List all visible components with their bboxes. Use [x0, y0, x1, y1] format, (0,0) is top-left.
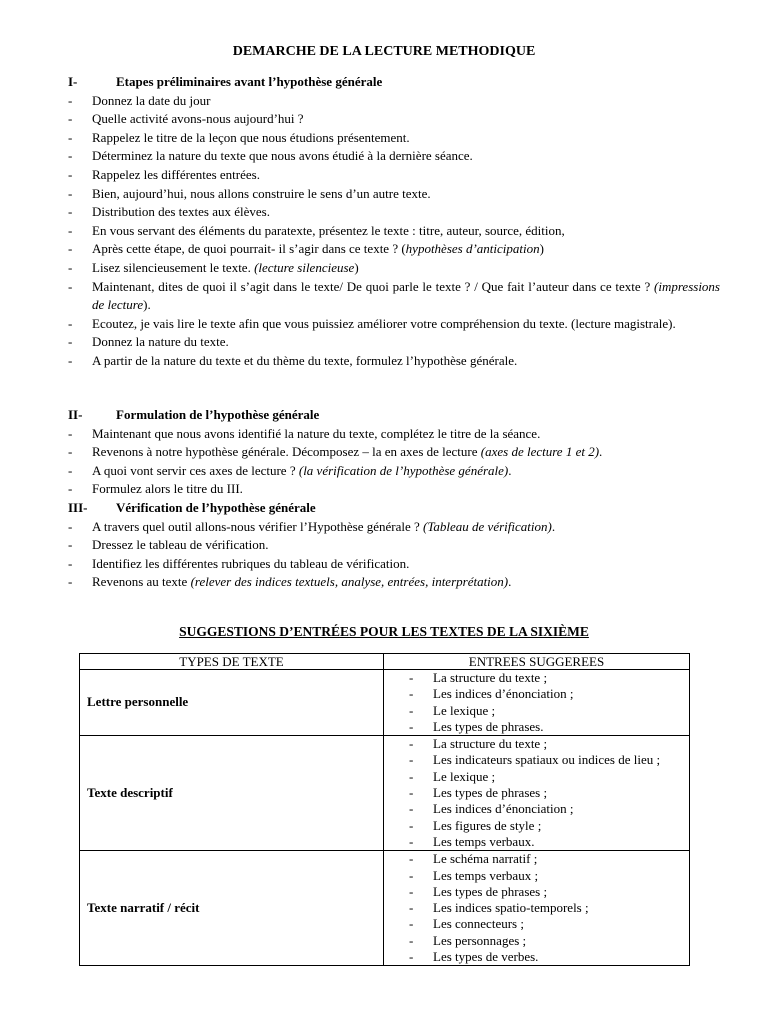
entry-item: [409, 818, 689, 834]
bullet-dash: -: [409, 817, 414, 833]
item-main-text: Bien, aujourd’hui, nous allons construire le sens d’un autre texte.: [92, 185, 431, 201]
list-item: [68, 315, 720, 334]
item-main-text: En vous servant des éléments du paratexte, présentez le texte : titre, auteur, source, édition,: [92, 222, 565, 238]
item-text: [92, 480, 720, 499]
bullet-dash: -: [409, 702, 414, 718]
bullet-dash: -: [409, 867, 414, 883]
entry-item: [409, 949, 689, 965]
list-item: [68, 129, 720, 148]
entry-item: [409, 851, 689, 867]
entry-text: Les figures de style ;: [433, 817, 542, 833]
entries-table: [79, 653, 690, 966]
bullet-dash: -: [68, 111, 73, 127]
bullet-dash: -: [409, 916, 414, 932]
bullet-dash: -: [409, 768, 414, 784]
item-suffix: ).: [143, 297, 151, 313]
entry-text: Les temps verbaux ;: [433, 867, 539, 883]
list-item: [68, 480, 720, 499]
bullet-dash: -: [68, 334, 73, 350]
item-main-text: Déterminez la nature du texte que nous avons étudié à la dernière séance.: [92, 148, 473, 164]
entries-list: [409, 851, 689, 965]
item-main-text: A travers quel outil allons-nous vérifier l’Hypothèse générale ?: [92, 518, 424, 534]
bullet-dash: -: [409, 670, 414, 685]
entry-item: [409, 719, 689, 735]
list-item: [68, 555, 720, 574]
bullet-dash: -: [68, 574, 73, 590]
entry-item: [409, 933, 689, 949]
item-italic-note: (la vérification de l’hypothèse générale): [298, 462, 509, 478]
instruction-list: [68, 92, 720, 371]
item-main-text: A quoi vont servir ces axes de lecture ?: [92, 462, 299, 478]
item-text: [92, 278, 720, 315]
item-italic-note: (relever des indices textuels, analyse, entrées, interprétation): [190, 574, 509, 590]
item-text: [92, 333, 720, 352]
item-main-text: Rappelez les différentes entrées.: [92, 166, 260, 182]
item-suffix: .: [508, 574, 512, 590]
item-text: [92, 240, 720, 259]
entry-text: Les connecteurs ;: [433, 916, 524, 932]
table-row: [80, 851, 690, 966]
table-title: SUGGESTIONS D’ENTRÉES POUR LES TEXTES DE LA SIXIÈME: [179, 624, 589, 639]
item-italic-note: (Tableau de vérification): [423, 518, 552, 534]
instruction-list: [68, 425, 720, 499]
item-suffix: ): [539, 241, 544, 257]
entry-text: La structure du texte ;: [433, 736, 548, 752]
section-heading-text: Vérification de l’hypothèse générale: [116, 500, 316, 515]
list-item: [68, 536, 720, 555]
item-main-text: Après cette étape, de quoi pourrait- il s’agir dans ce texte ? (: [92, 241, 406, 257]
section-heading-text: Formulation de l’hypothèse générale: [116, 407, 320, 422]
item-suffix: ): [354, 259, 359, 275]
item-text: [92, 352, 720, 371]
item-main-text: Revenons au texte: [92, 574, 191, 590]
item-main-text: Rappelez le titre de la leçon que nous étudions présentement.: [92, 129, 410, 145]
list-item: [68, 278, 720, 315]
item-italic-note: (impressions de lecture: [92, 278, 720, 313]
item-italic-note: hypothèses d’anticipation: [405, 241, 540, 257]
bullet-dash: -: [409, 833, 414, 849]
list-item: [68, 147, 720, 166]
bullet-dash: -: [68, 444, 73, 460]
entry-item: [409, 868, 689, 884]
bullet-dash: -: [68, 259, 73, 275]
item-main-text: Revenons à notre hypothèse générale. Décomposez – la en axes de lecture: [92, 444, 481, 460]
list-item: [68, 443, 720, 462]
section-heading: [68, 406, 720, 425]
page-title: DEMARCHE DE LA LECTURE METHODIQUE: [232, 44, 536, 59]
item-suffix: .: [508, 462, 512, 478]
entry-item: [409, 703, 689, 719]
section-1: [68, 73, 720, 371]
entry-text: Les types de phrases ;: [433, 883, 548, 899]
item-main-text: Donnez la nature du texte.: [92, 334, 229, 350]
bullet-dash: -: [409, 686, 414, 702]
item-text: [92, 259, 720, 278]
item-text: [92, 443, 720, 462]
entry-text: La structure du texte ;: [433, 670, 548, 685]
item-main-text: Donnez la date du jour: [92, 92, 211, 108]
item-main-text: Dressez le tableau de vérification.: [92, 537, 269, 553]
entry-item: [409, 785, 689, 801]
column-header-types: TYPES DE TEXTE: [80, 654, 384, 670]
item-text: [92, 536, 720, 555]
entry-text: Les types de phrases.: [433, 718, 544, 734]
bullet-dash: -: [68, 462, 73, 478]
list-item: [68, 203, 720, 222]
entry-text: Les temps verbaux.: [433, 833, 535, 849]
section-number: III-: [68, 500, 88, 515]
item-main-text: Formulez alors le titre du III.: [92, 481, 243, 497]
item-text: [92, 555, 720, 574]
item-main-text: Maintenant, dites de quoi il s’agit dans le texte/ De quoi parle le texte ? / Que fait l’auteur dans ce texte ?: [92, 278, 655, 294]
item-main-text: Maintenant que nous avons identifié la nature du texte, complétez le titre de la séance.: [92, 425, 541, 441]
list-item: [68, 166, 720, 185]
table-row: [80, 670, 690, 736]
item-text: [92, 462, 720, 481]
section-3: [68, 499, 720, 592]
bullet-dash: -: [409, 752, 414, 768]
item-suffix: .: [551, 518, 556, 534]
section-heading: [68, 499, 720, 518]
section-heading-text: Etapes préliminaires avant l’hypothèse générale: [116, 74, 383, 89]
bullet-dash: -: [409, 883, 414, 899]
item-main-text: Distribution des textes aux élèves.: [92, 204, 270, 220]
bullet-dash: -: [68, 518, 73, 534]
list-item: [68, 462, 720, 481]
item-italic-note: (lecture silencieuse: [254, 259, 355, 275]
bullet-dash: -: [68, 204, 73, 220]
bullet-dash: -: [68, 241, 73, 257]
bullet-dash: -: [68, 222, 73, 238]
bullet-dash: -: [68, 425, 73, 441]
item-text: [92, 166, 720, 185]
item-text: [92, 425, 720, 444]
text-type-cell: Texte descriptif: [80, 736, 384, 851]
item-text: [92, 518, 720, 537]
item-main-text: Ecoutez, je vais lire le texte afin que vous puissiez améliorer votre compréhension du texte. (lecture magistrale).: [92, 315, 676, 331]
bullet-dash: -: [68, 537, 73, 553]
list-item: [68, 110, 720, 129]
column-header-entries: ENTREES SUGGEREES: [384, 654, 690, 670]
instruction-list: [68, 518, 720, 592]
item-main-text: Lisez silencieusement le texte.: [92, 259, 255, 275]
list-item: [68, 185, 720, 204]
item-main-text: A partir de la nature du texte et du thème du texte, formulez l’hypothèse générale.: [92, 352, 518, 368]
list-item: [68, 92, 720, 111]
item-text: [92, 185, 720, 204]
bullet-dash: -: [68, 352, 73, 368]
entry-text: Le lexique ;: [433, 702, 496, 718]
bullet-dash: -: [68, 92, 73, 108]
entry-text: Les indices d’énonciation ;: [433, 801, 574, 817]
bullet-dash: -: [68, 315, 73, 331]
bullet-dash: -: [409, 736, 414, 752]
section-number: I-: [68, 74, 78, 89]
list-item: [68, 573, 720, 592]
section-number: II-: [68, 407, 83, 422]
item-text: [92, 222, 720, 241]
entry-text: Le lexique ;: [433, 768, 496, 784]
entry-item: [409, 686, 689, 702]
bullet-dash: -: [409, 900, 414, 916]
entry-item: [409, 752, 689, 768]
entry-item: [409, 736, 689, 752]
entry-text: Les types de phrases ;: [433, 785, 548, 801]
entry-text: Les types de verbes.: [433, 949, 539, 965]
bullet-dash: -: [409, 718, 414, 734]
entry-text: Le schéma narratif ;: [433, 851, 538, 867]
entry-item: [409, 916, 689, 932]
entry-text: Les personnages ;: [433, 932, 527, 948]
table-row: [80, 736, 690, 851]
entry-text: Les indices d’énonciation ;: [433, 686, 574, 702]
list-item: [68, 259, 720, 278]
section-heading: [68, 73, 720, 92]
item-main-text: Identifiez les différentes rubriques du tableau de vérification.: [92, 555, 410, 571]
entries-list: [409, 736, 689, 850]
bullet-dash: -: [68, 555, 73, 571]
item-main-text: Quelle activité avons-nous aujourd’hui ?: [92, 111, 304, 127]
bullet-dash: -: [68, 129, 73, 145]
bullet-dash: -: [68, 278, 73, 294]
bullet-dash: -: [409, 801, 414, 817]
bullet-dash: -: [68, 148, 73, 164]
item-text: [92, 315, 720, 334]
list-item: [68, 352, 720, 371]
entry-item: [409, 900, 689, 916]
bullet-dash: -: [409, 949, 414, 965]
entry-item: [409, 670, 689, 686]
bullet-dash: -: [409, 932, 414, 948]
suggested-entries-cell: [384, 851, 690, 966]
bullet-dash: -: [68, 166, 73, 182]
entry-item: [409, 884, 689, 900]
item-text: [92, 110, 720, 129]
list-item: [68, 333, 720, 352]
list-item: [68, 222, 720, 241]
item-italic-note: (axes de lecture 1 et 2): [480, 444, 600, 460]
item-text: [92, 147, 720, 166]
list-item: [68, 518, 720, 537]
bullet-dash: -: [409, 851, 414, 867]
list-item: [68, 425, 720, 444]
text-type-cell: Texte narratif / récit: [80, 851, 384, 966]
entry-text: Les indices spatio-temporels ;: [433, 900, 589, 916]
suggested-entries-cell: [384, 670, 690, 736]
item-text: [92, 129, 720, 148]
entry-item: [409, 834, 689, 850]
table-header-row: [80, 654, 690, 670]
item-text: [92, 573, 720, 592]
item-text: [92, 203, 720, 222]
entry-item: [409, 801, 689, 817]
item-suffix: .: [599, 444, 603, 460]
item-text: [92, 92, 720, 111]
entries-list: [409, 670, 689, 735]
entry-text: Les indicateurs spatiaux ou indices de lieu ;: [433, 752, 661, 768]
section-2: [68, 406, 720, 499]
list-item: [68, 240, 720, 259]
suggested-entries-cell: [384, 736, 690, 851]
entry-item: [409, 769, 689, 785]
text-type-cell: Lettre personnelle: [80, 670, 384, 736]
bullet-dash: -: [68, 481, 73, 497]
bullet-dash: -: [409, 785, 414, 801]
bullet-dash: -: [68, 185, 73, 201]
